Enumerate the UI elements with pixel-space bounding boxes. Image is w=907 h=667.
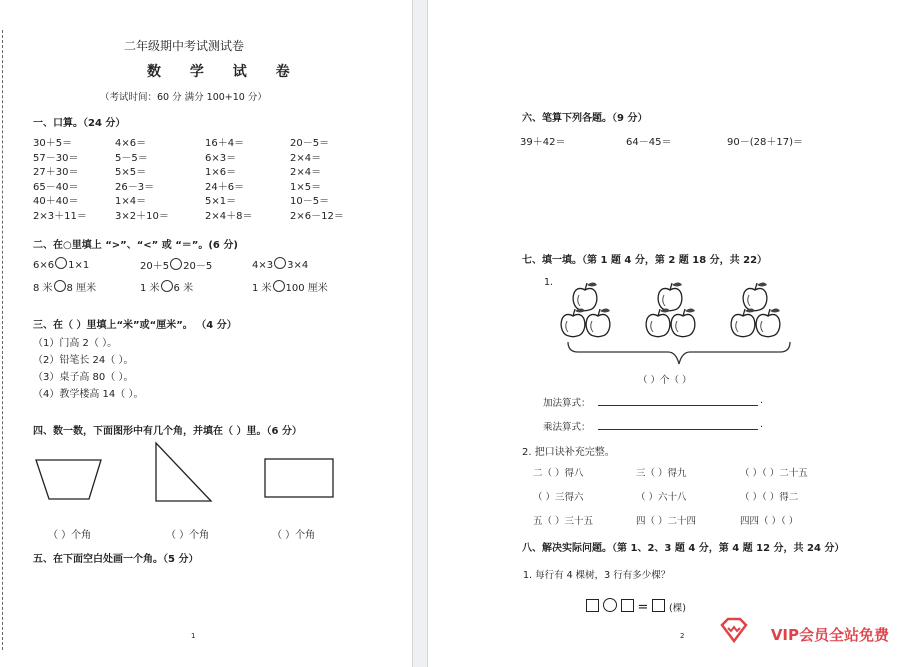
section6-heading: 六、笔算下列各题。（9 分） [522, 113, 648, 124]
oral-calc-item: 5×5＝ [115, 167, 147, 179]
oral-calc-item: 16＋4＝ [205, 138, 245, 149]
compare-right: 100 厘米 [285, 283, 328, 294]
oral-calc-item: 1×6＝ [205, 167, 237, 179]
unit-fill-item: （2）铅笔长 24（ ）。 [33, 355, 134, 366]
oral-calc-item: 20－5＝ [290, 138, 330, 149]
oral-calc-item: 65－40＝ [33, 181, 79, 193]
addition-line-end: . [760, 395, 764, 406]
exam-page-1 [0, 0, 413, 667]
rhyme-item: （ ）（ ）得二 [740, 492, 799, 503]
triangle-shape [156, 443, 211, 501]
vip-crown-icon [719, 615, 749, 645]
addition-answer-line[interactable] [598, 405, 758, 406]
rhyme-item: （ ）（ ）二十五 [740, 468, 808, 479]
vip-watermark: VIP会员全站免费 [770, 626, 889, 644]
oral-calc-item: 26－3＝ [115, 181, 155, 193]
oral-calc-item: 3×2＋10＝ [115, 211, 169, 222]
apple-icon [586, 309, 610, 337]
oral-calc-item: 10－5＝ [290, 196, 330, 208]
compare-left: 1 米 [252, 283, 272, 294]
written-calc-3: 90－(28＋17)＝ [727, 137, 803, 148]
written-calc-1: 39＋42＝ [520, 137, 566, 148]
multiplication-label: 乘法算式： [543, 422, 591, 433]
group-brace [568, 342, 790, 364]
apple-icon [658, 283, 682, 311]
section3-heading: 三、在（ ）里填上“米”或“厘米”。 （4 分） [33, 320, 237, 331]
angle-shapes [30, 440, 350, 510]
addition-label: 加法算式： [543, 398, 591, 409]
compare-right: 6 米 [173, 283, 194, 294]
oral-calc-item: 2×4＝ [290, 167, 322, 179]
oral-calc-item: 5×1＝ [205, 196, 237, 208]
rhyme-item: 五（ ）三十五 [533, 516, 594, 527]
compare-circle[interactable] [54, 280, 66, 292]
answer-box-3[interactable] [652, 599, 665, 612]
apple-icon [561, 309, 585, 337]
compare-item [140, 279, 193, 294]
compare-circle[interactable] [170, 258, 182, 270]
section2-heading: 二、在○里填上 “>”、“<” 或 “＝”。(6 分) [33, 240, 238, 251]
compare-left: 1 米 [140, 283, 160, 294]
answer-formula: = (棵) [586, 598, 686, 615]
exam-info: （考试时间：60 分 满分 100+10 分） [100, 92, 267, 103]
exam-title: 二年级期中考试测试卷 [124, 39, 245, 53]
subject-title: 数 学 试 卷 [147, 64, 302, 80]
compare-right: 3×4 [287, 260, 309, 271]
oral-calc-item: 2×6－12＝ [290, 211, 344, 222]
answer-box-2[interactable] [621, 599, 634, 612]
section8-heading: 八、解决实际问题。（第 1、2、3 题 4 分，第 4 题 12 分，共 24 分） [522, 543, 845, 554]
oral-calc-item: 1×4＝ [115, 196, 147, 208]
compare-right: 8 厘米 [66, 283, 97, 294]
compare-circle[interactable] [161, 280, 173, 292]
oral-calc-item: 2×4＝ [290, 152, 322, 164]
section5-heading: 五、在下面空白处画一个角。（5 分） [33, 554, 199, 565]
compare-circle[interactable] [273, 280, 285, 292]
oral-calc-item: 6×3＝ [205, 152, 237, 164]
compare-item [33, 279, 96, 294]
oral-calc-item: 2×4＋8＝ [205, 211, 253, 222]
operator-circle[interactable] [603, 598, 617, 612]
answer-box-1[interactable] [586, 599, 599, 612]
page-number-1: 1 [191, 632, 196, 640]
angle-count-label-2: （ ）个角 [166, 530, 210, 541]
oral-calc-item: 24＋6＝ [205, 181, 245, 193]
oral-calc-item: 5－5＝ [115, 152, 148, 164]
rhyme-item: 二（ ）得八 [533, 468, 584, 479]
compare-left: 8 米 [33, 283, 53, 294]
compare-right: 1×1 [68, 260, 90, 271]
oral-calc-item: 27＋30＝ [33, 167, 79, 179]
exam-page-2 [427, 0, 907, 667]
q1-label: 1. [544, 277, 554, 288]
oral-calc-item: 1×5＝ [290, 181, 322, 193]
compare-item [33, 257, 89, 271]
written-calc-2: 64－45＝ [626, 137, 672, 148]
apple-icon [573, 283, 597, 311]
rhyme-item: 四（ ）二十四 [636, 516, 697, 527]
problem-1: 1. 每行有 4 棵树，3 行有多少棵？ [523, 570, 671, 581]
compare-left: 6×6 [33, 260, 55, 271]
apple-groups-figure [548, 272, 808, 372]
unit-fill-item: （3）桌子高 80（ ）。 [33, 372, 134, 383]
page-number-2: 2 [680, 632, 685, 640]
apple-icon [731, 309, 755, 337]
rhyme-item: （ ）三得六 [533, 492, 584, 503]
compare-item [252, 279, 328, 294]
compare-circle[interactable] [274, 257, 286, 269]
apple-icon [743, 283, 767, 311]
binding-margin-line [2, 30, 3, 650]
section7-heading: 七、填一填。（第 1 题 4 分，第 2 题 18 分，共 22） [522, 255, 768, 266]
section4-heading: 四、数一数，下面图形中有几个角，并填在（ ）里。（6 分） [33, 426, 302, 437]
rectangle-shape [265, 459, 333, 497]
unit-fill-item: （4）教学楼高 14（ ）。 [33, 389, 144, 400]
rhyme-item: （ ）六十八 [636, 492, 687, 503]
unit-fill-item: （1）门高 2（ ）。 [33, 338, 118, 349]
oral-calc-item: 4×6＝ [115, 138, 147, 149]
groups-fill-text: （ ）个（ ） [638, 375, 692, 386]
apple-icon [671, 309, 695, 337]
compare-item [140, 257, 212, 272]
oral-calc-item: 2×3＋11＝ [33, 211, 87, 222]
oral-calc-item: 30＋5＝ [33, 138, 73, 149]
q2-heading: 2. 把口诀补充完整。 [522, 447, 615, 458]
answer-unit: (棵) [669, 603, 686, 614]
angle-count-label-1: （ ）个角 [48, 530, 92, 541]
oral-calc-item: 57－30＝ [33, 152, 79, 164]
compare-right: 20－5 [183, 261, 213, 272]
angle-count-label-3: （ ）个角 [272, 530, 316, 541]
compare-item [252, 257, 308, 271]
rhyme-item: 四四（ ）（ ） [740, 516, 799, 527]
multiplication-answer-line[interactable] [598, 429, 758, 430]
oral-calc-item: 40＋40＝ [33, 196, 79, 208]
compare-left: 20＋5 [140, 261, 170, 272]
apple-icon [646, 309, 670, 337]
multiplication-line-end: . [760, 419, 764, 430]
compare-left: 4×3 [252, 260, 274, 271]
rhyme-item: 三（ ）得九 [636, 468, 687, 479]
trapezoid-shape [36, 460, 101, 499]
section1-heading: 一、口算。（24 分） [33, 118, 126, 129]
compare-circle[interactable] [55, 257, 67, 269]
apple-icon [756, 309, 780, 337]
